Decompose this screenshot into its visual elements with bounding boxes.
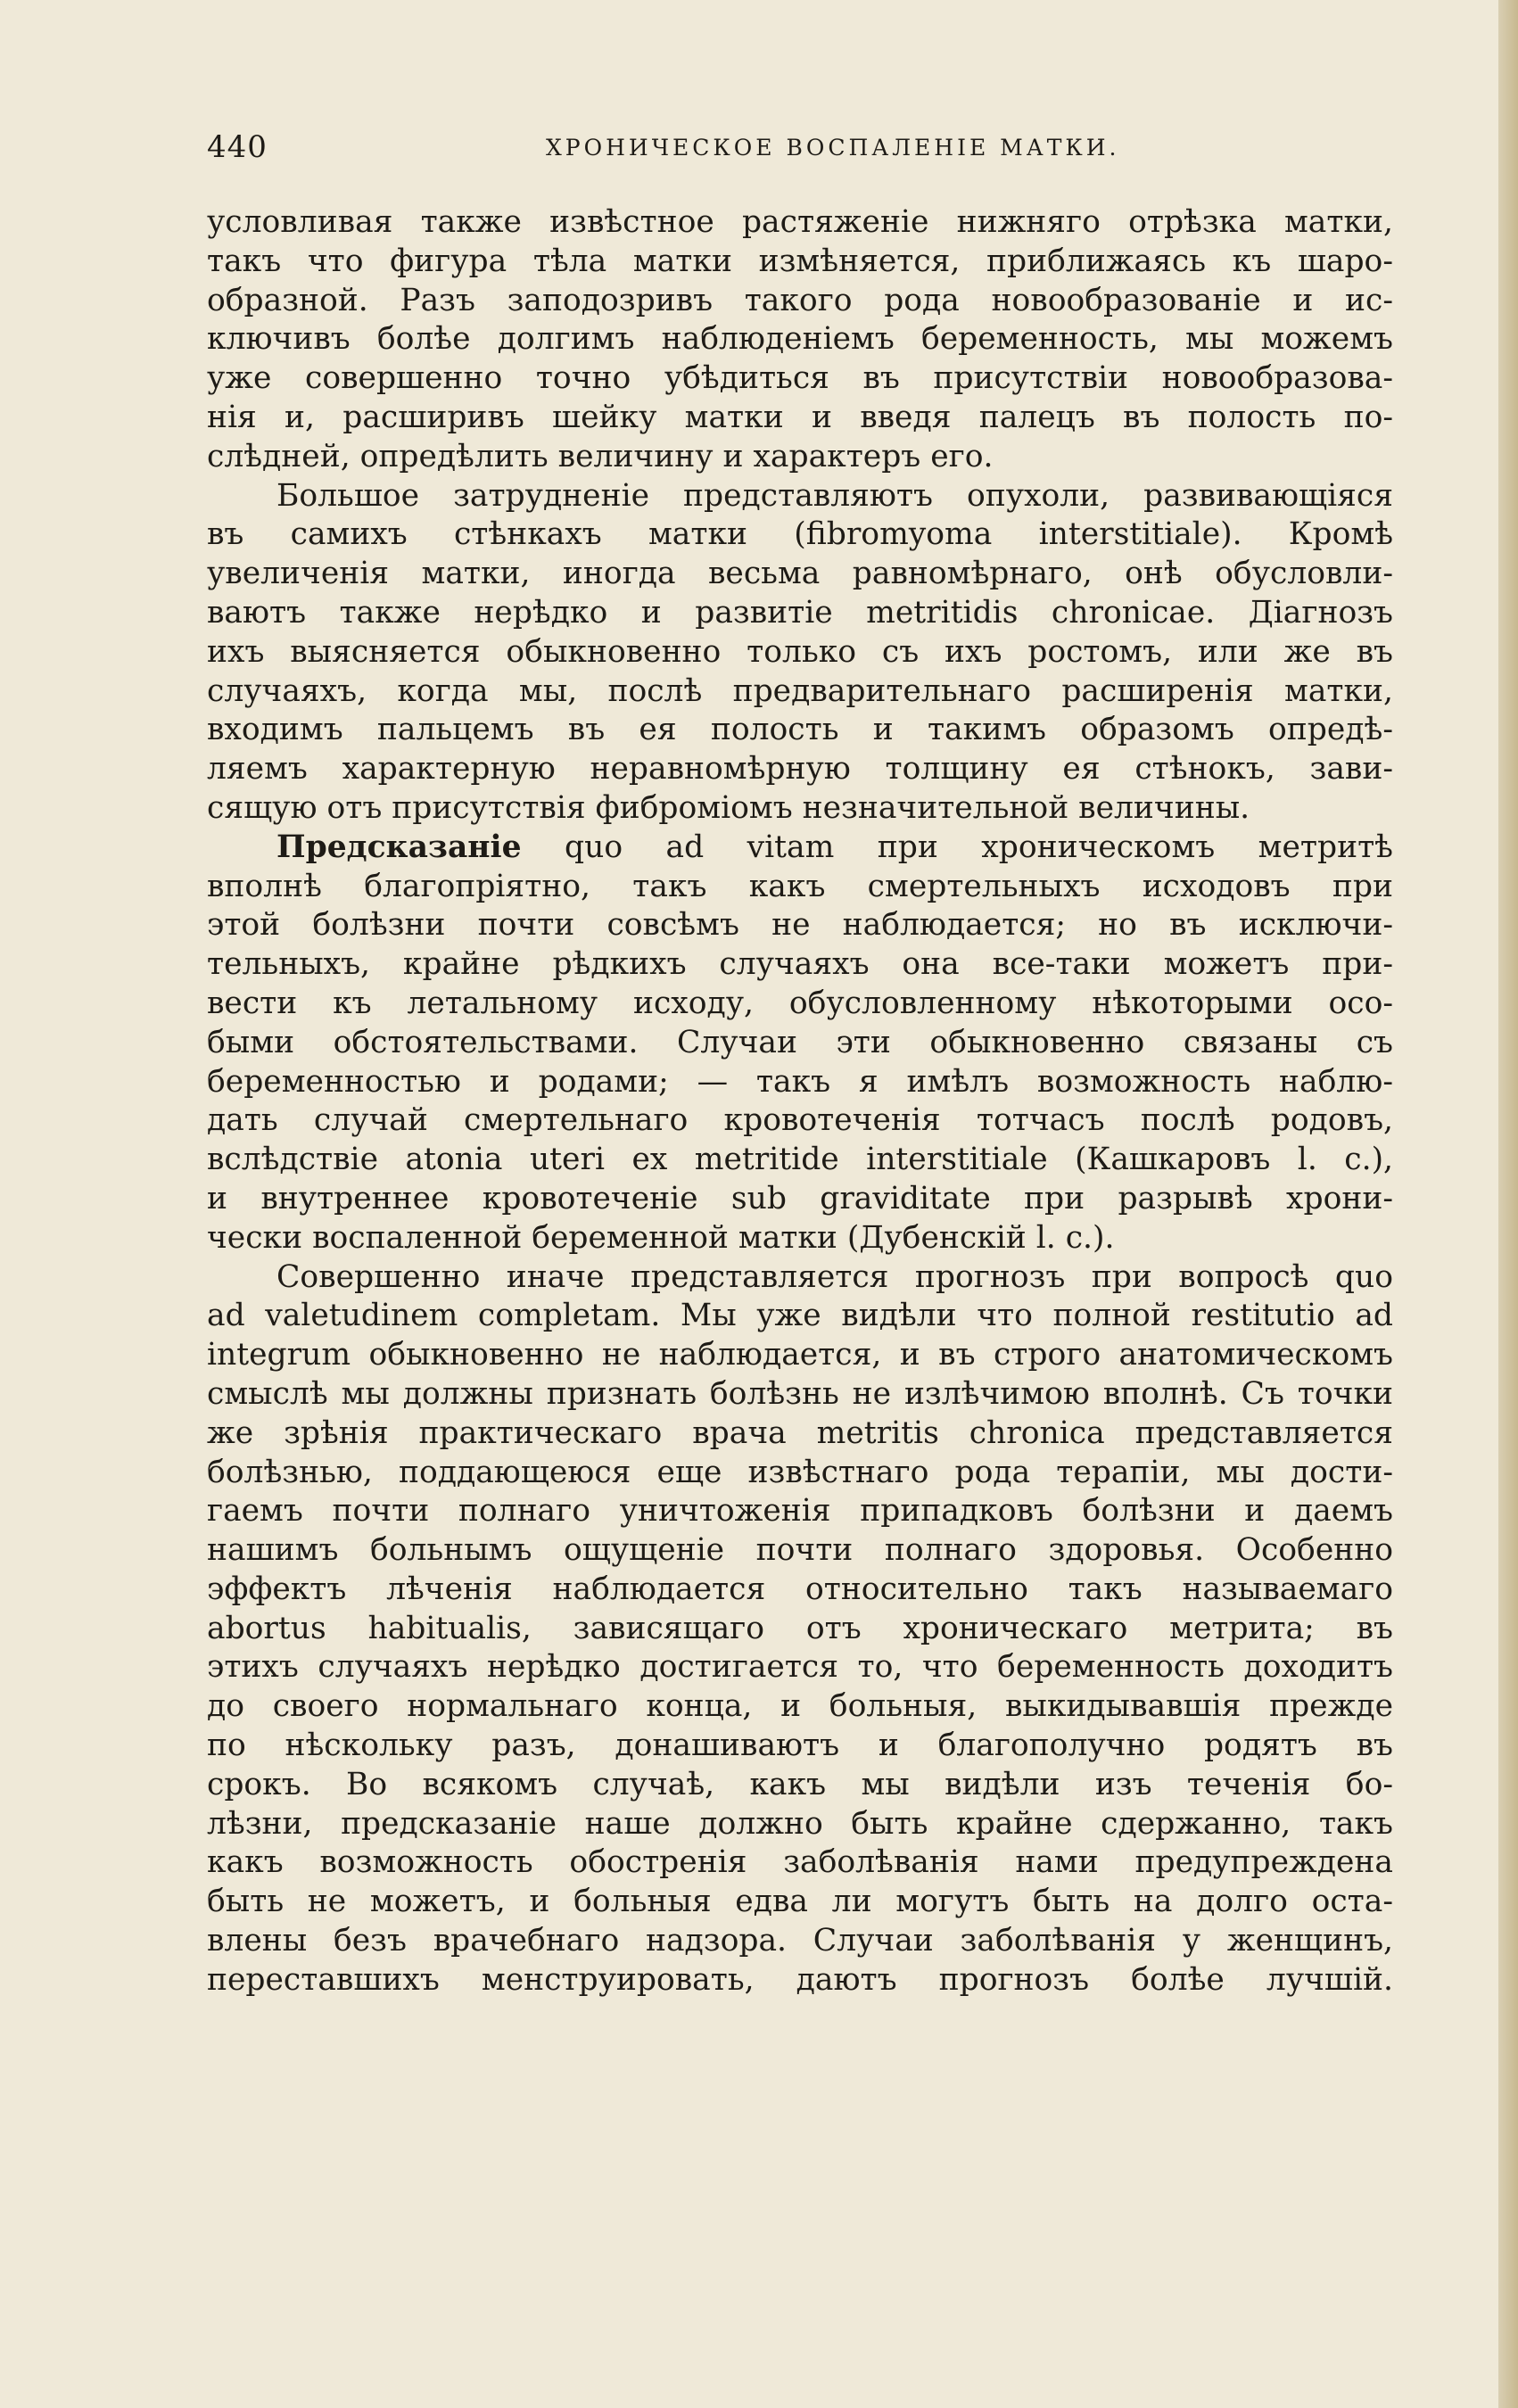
text-line: нія и, расширивъ шейку матки и введя палецъ въ полость по- bbox=[207, 399, 1393, 435]
running-header bbox=[207, 129, 1393, 172]
text-line: какъ возможность обостренія заболѣванія нами предупреждена bbox=[207, 1844, 1393, 1881]
text-line: Большое затрудненіе представляютъ опухоли, развивающіяся bbox=[276, 477, 1393, 514]
text-line: Совершенно иначе представляется прогнозъ при вопросѣ quo bbox=[276, 1258, 1393, 1295]
text-line: болѣзнью, поддающеюся еще извѣстнаго рода терапіи, мы дости- bbox=[207, 1454, 1393, 1490]
page-edge bbox=[1498, 0, 1518, 2408]
text-line: вполнѣ благопріятно, такъ какъ смертельныхъ исходовъ при bbox=[207, 868, 1393, 904]
text-line: влены безъ врачебнаго надзора. Случаи заболѣванія у женщинъ, bbox=[207, 1923, 1393, 1959]
text-line: переставшихъ менструировать, даютъ прогнозъ болѣе лучшій. bbox=[207, 1961, 1393, 1998]
text-line: ваютъ также нерѣдко и развитіе metritidis chronicae. Діагнозъ bbox=[207, 594, 1393, 631]
text-line: такъ что фигура тѣла матки измѣняется, приближаясь къ шаро- bbox=[207, 243, 1393, 279]
text-line: увеличенія матки, иногда весьма равномѣрнаго, онѣ обусловли- bbox=[207, 556, 1393, 592]
running-title: ХРОНИЧЕСКОЕ ВОСПАЛЕНІЕ МАТКИ. bbox=[546, 135, 1120, 161]
text-line: беременностью и родами; — такъ я имѣлъ возможность наблю- bbox=[207, 1063, 1393, 1100]
text-line: ляемъ характерную неравномѣрную толщину ея стѣнокъ, зави- bbox=[207, 751, 1393, 788]
text-line: лѣзни, предсказаніе наше должно быть крайне сдержанно, такъ bbox=[207, 1805, 1393, 1842]
text-line: integrum обыкновенно не наблюдается, и въ строго анатомическомъ bbox=[207, 1337, 1393, 1373]
text-line: этой болѣзни почти совсѣмъ не наблюдается; но въ исключи- bbox=[207, 907, 1393, 944]
text-line: уже совершенно точно убѣдиться въ присутствіи новообразова- bbox=[207, 360, 1393, 397]
page-number: 440 bbox=[207, 129, 268, 165]
text-line: сящую отъ присутствія фиброміомъ незначительной величины. bbox=[207, 789, 1250, 826]
text-line: входимъ пальцемъ въ ея полость и такимъ образомъ опредѣ- bbox=[207, 712, 1393, 748]
text-line: ad valetudinem completam. Мы уже видѣли что полной restitutio ad bbox=[207, 1298, 1393, 1334]
text-line: условливая также извѣстное растяженіе нижняго отрѣзка матки, bbox=[207, 204, 1393, 240]
text-line: этихъ случаяхъ нерѣдко достигается то, что беременность доходитъ bbox=[207, 1649, 1393, 1686]
text-line: случаяхъ, когда мы, послѣ предварительнаго расширенія матки, bbox=[207, 672, 1393, 709]
text-line: смыслѣ мы должны признать болѣзнь не излѣчимою вполнѣ. Съ точки bbox=[207, 1375, 1393, 1412]
text-line: эффектъ лѣченія наблюдается относительно такъ называемаго bbox=[207, 1571, 1393, 1607]
text-line: вслѣдствіе atonia uteri ex metritide interstitiale (Кашкаровъ l. c.), bbox=[207, 1142, 1393, 1178]
text-line: вести къ летальному исходу, обусловленному нѣкоторыми осо- bbox=[207, 985, 1393, 1021]
text-line: быть не можетъ, и больныя едва ли могутъ быть на долго оста- bbox=[207, 1884, 1393, 1920]
section-heading: Предсказаніе bbox=[276, 829, 522, 865]
text-line: abortus habitualis, зависящаго отъ хроническаго метрита; въ bbox=[207, 1610, 1393, 1646]
text-line bbox=[207, 829, 1393, 868]
text-line: чески воспаленной беременной матки (Дубенскій l. c.). bbox=[207, 1219, 1115, 1256]
text-line: гаемъ почти полнаго уничтоженія припадковъ болѣзни и даемъ bbox=[207, 1493, 1393, 1530]
text-line: срокъ. Во всякомъ случаѣ, какъ мы видѣли изъ теченія бо- bbox=[207, 1766, 1393, 1802]
text-line: образной. Разъ заподозривъ такого рода новообразованіе и ис- bbox=[207, 282, 1393, 318]
text-line: въ самихъ стѣнкахъ матки (fibromyoma interstitiale). Кромѣ bbox=[207, 516, 1393, 553]
line-text: quo ad vitam при хроническомъ метритѣ bbox=[521, 829, 1393, 865]
text-line: до своего нормальнаго конца, и больныя, выкидывавшія прежде bbox=[207, 1688, 1393, 1725]
text-line: слѣдней, опредѣлить величину и характеръ его. bbox=[207, 438, 994, 474]
text-line: нашимъ больнымъ ощущеніе почти полнаго здоровья. Особенно bbox=[207, 1532, 1393, 1569]
text-line: ключивъ болѣе долгимъ наблюденіемъ беременность, мы можемъ bbox=[207, 321, 1393, 358]
text-line: быми обстоятельствами. Случаи эти обыкновенно связаны съ bbox=[207, 1024, 1393, 1060]
text-line: ихъ выясняется обыкновенно только съ ихъ ростомъ, или же въ bbox=[207, 633, 1393, 670]
text-line: же зрѣнія практическаго врача metritis chronica представляется bbox=[207, 1414, 1393, 1451]
text-line: и внутреннее кровотеченіе sub graviditate при разрывѣ хрони- bbox=[207, 1180, 1393, 1216]
text-line: дать случай смертельнаго кровотеченія тотчасъ послѣ родовъ, bbox=[207, 1102, 1393, 1139]
body-text bbox=[207, 203, 1393, 2000]
text-line: по нѣскольку разъ, донашиваютъ и благополучно родятъ въ bbox=[207, 1728, 1393, 1764]
text-line: тельныхъ, крайне рѣдкихъ случаяхъ она все-таки можетъ при- bbox=[207, 946, 1393, 983]
